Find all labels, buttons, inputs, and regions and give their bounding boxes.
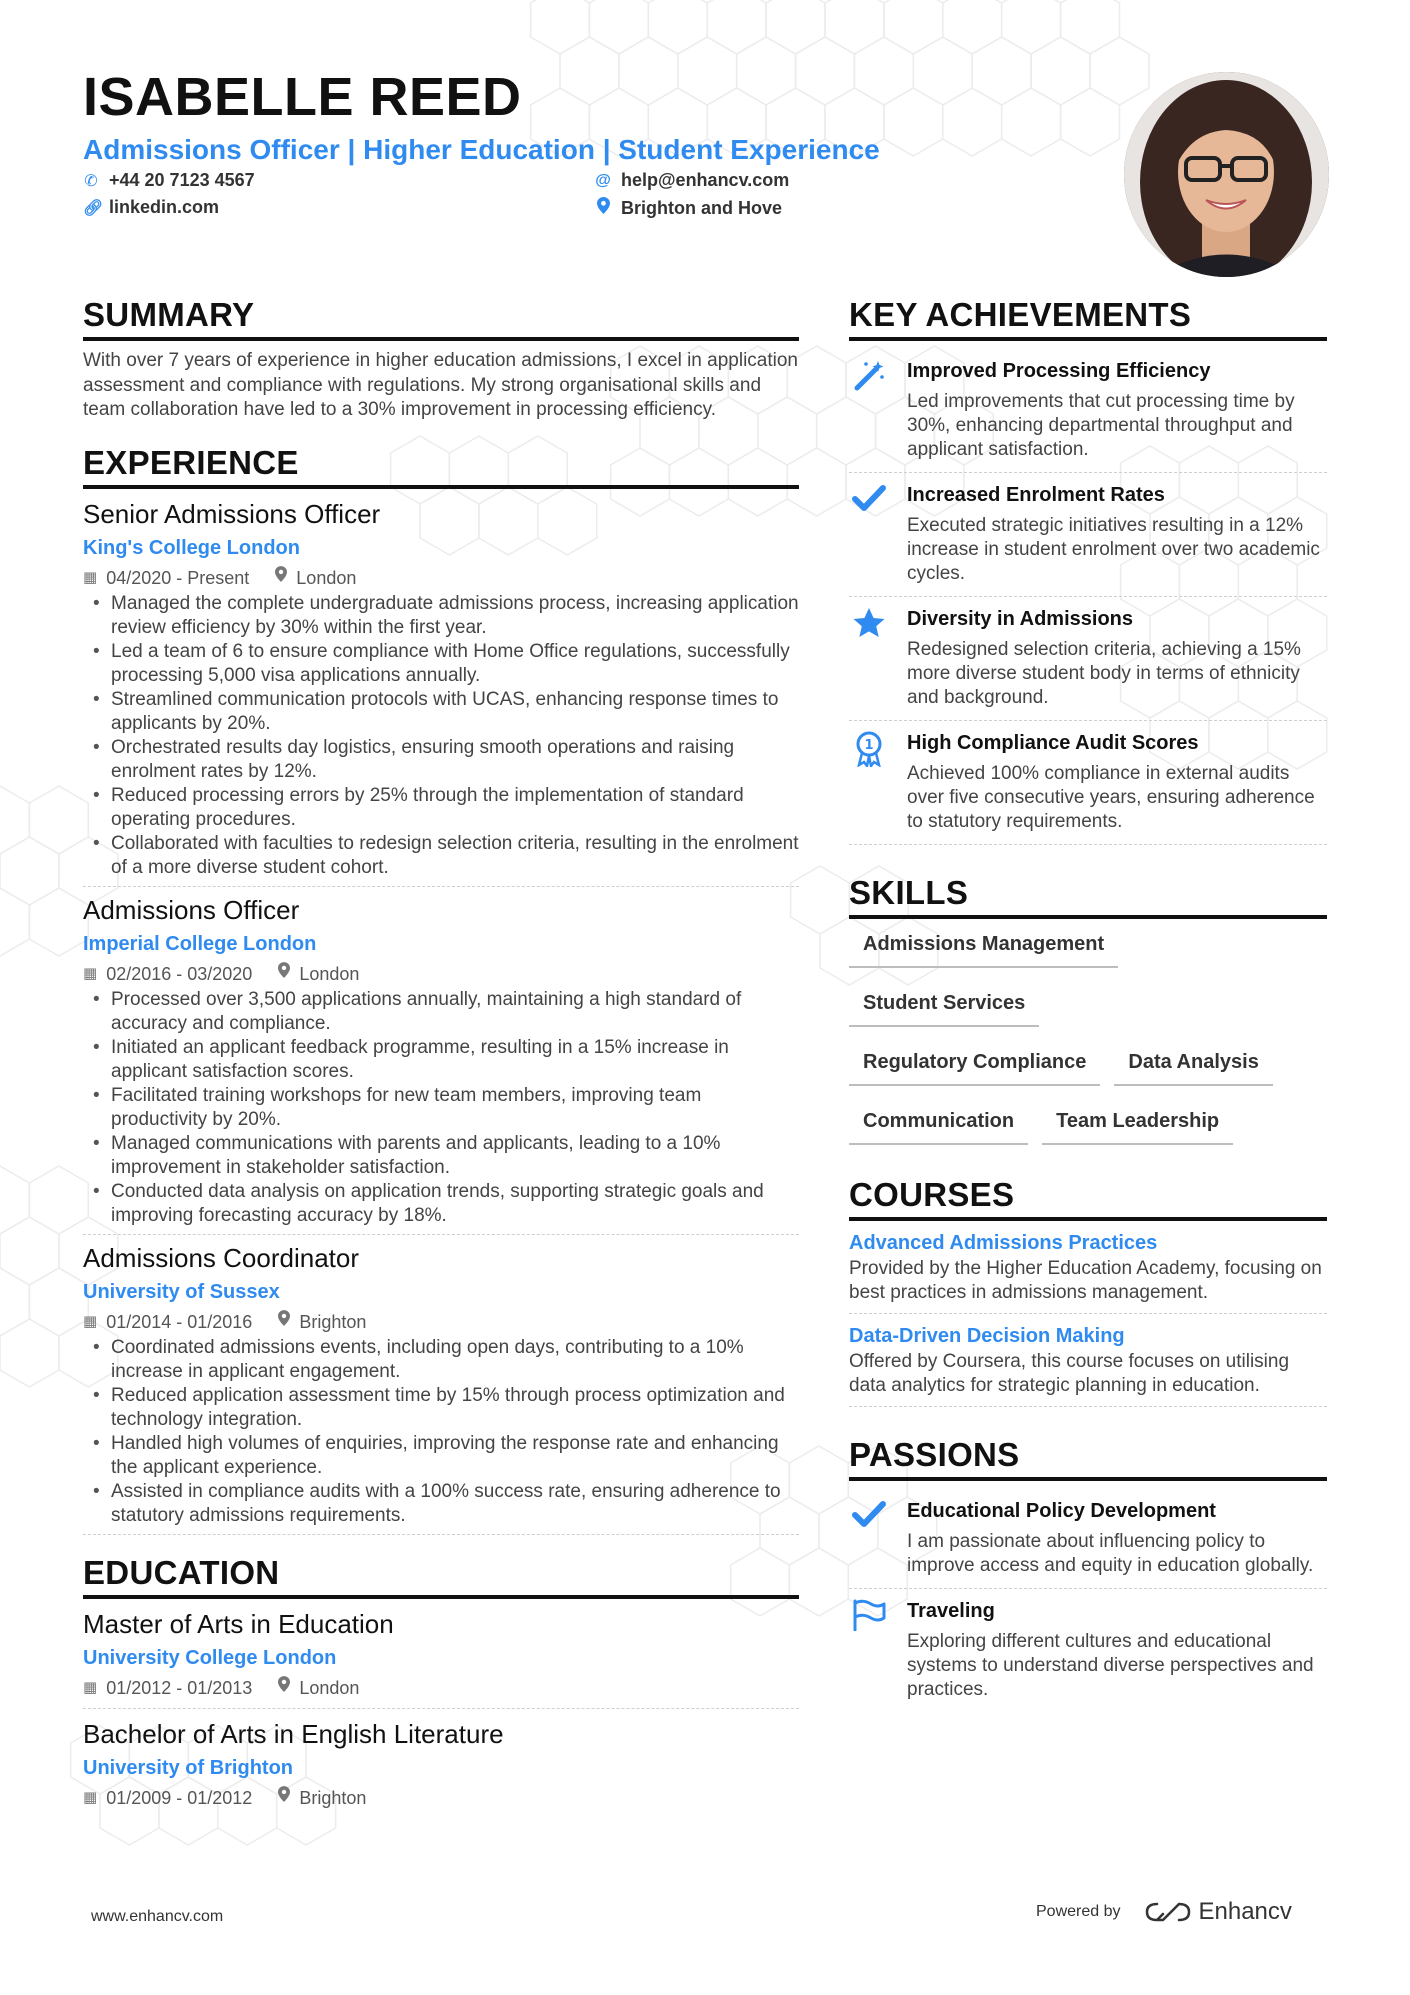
job-location: London — [299, 963, 360, 984]
calendar-icon: ▦ — [83, 1312, 98, 1330]
candidate-name: ISABELLE REED — [83, 67, 522, 127]
job-bullet: • Facilitated training workshops for new team members, improving team productivity by 20%. — [83, 1084, 799, 1132]
achievement-desc: Redesigned selection criteria, achieving a 15% more diverse student body in terms of ethnicity and background. — [907, 639, 1301, 708]
summary-text: With over 7 years of experience in higher education admissions, I excel in application assessment and compliance with regulations. My strong organisational skills and team collaboration have led to a 30% improvement in processing efficiency. — [83, 350, 798, 420]
job-bullet: • Reduced processing errors by 25% through the implementation of standard operating procedures. — [83, 784, 799, 832]
achievement-item — [849, 349, 1327, 473]
achievement-title: Diversity in Admissions — [907, 608, 1133, 630]
location-pin-icon — [278, 961, 290, 987]
job-title: Admissions Officer — [83, 894, 300, 925]
job-bullet: • Processed over 3,500 applications annually, maintaining a high standard of accuracy and compliance. — [83, 988, 799, 1036]
calendar-icon: ▦ — [83, 1678, 98, 1696]
job-dates: 01/2014 - 01/2016 — [106, 1311, 253, 1332]
calendar-icon: ▦ — [83, 1788, 98, 1806]
checkmark-icon — [849, 1497, 889, 1578]
company-name: University of Sussex — [83, 1280, 280, 1303]
job-dates: 04/2020 - Present — [106, 567, 250, 588]
achievement-title: High Compliance Audit Scores — [907, 732, 1199, 754]
achievement-title: Increased Enrolment Rates — [907, 484, 1165, 506]
education-meta — [83, 1675, 799, 1701]
job-meta — [83, 961, 799, 987]
job-bullet: • Managed communications with parents and applicants, leading to a 10% improvement in stakeholder satisfaction. — [83, 1132, 799, 1180]
job-bullet: • Initiated an applicant feedback programme, resulting in a 15% increase in applicant satisfaction scores. — [83, 1036, 799, 1084]
email-contact — [595, 170, 789, 191]
job-dates: 02/2016 - 03/2020 — [106, 963, 253, 984]
brand-logo[interactable] — [1145, 1898, 1292, 1926]
achievement-desc: Achieved 100% compliance in external audits over five consecutive years, ensuring adherence to statutory requirements. — [907, 763, 1315, 832]
achievement-desc: Executed strategic initiatives resulting in a 12% increase in student enrolment over two academic cycles. — [907, 515, 1320, 584]
passion-title: Educational Policy Development — [907, 1500, 1216, 1522]
job-bullet: • Reduced application assessment time by 15% through process optimization and technology integration. — [83, 1384, 799, 1432]
experience-heading: EXPERIENCE — [83, 443, 799, 489]
job-bullet: • Led a team of 6 to ensure compliance with Home Office regulations, successfully processing 5,000 visa applications annually. — [83, 640, 799, 688]
award-badge-icon — [849, 729, 889, 834]
skill-tag: Team Leadership — [1042, 1106, 1233, 1145]
course-title: Data-Driven Decision Making — [849, 1325, 1125, 1347]
job-meta — [83, 565, 799, 591]
skill-tag: Student Services — [849, 988, 1039, 1027]
linkedin-text[interactable]: linkedin.com — [109, 197, 220, 217]
headline: Admissions Officer | Higher Education | Student Experience — [83, 134, 880, 165]
location-pin-icon — [278, 1675, 290, 1701]
degree-title: Master of Arts in Education — [83, 1608, 394, 1639]
calendar-icon: ▦ — [83, 964, 98, 982]
location-pin-icon — [595, 197, 611, 219]
calendar-icon: ▦ — [83, 568, 98, 586]
education-entry — [83, 1717, 799, 1818]
passion-item — [849, 1589, 1327, 1712]
job-bullet: • Orchestrated results day logistics, ensuring smooth operations and raising enrolment rates by 12%. — [83, 736, 799, 784]
company-name: King's College London — [83, 536, 300, 559]
footer-branding — [1036, 1898, 1292, 1926]
achievement-desc: Led improvements that cut processing time by 30%, enhancing departmental throughput and applicant satisfaction. — [907, 391, 1295, 460]
achievement-item — [849, 597, 1327, 721]
footer-website[interactable]: www.enhancv.com — [91, 1908, 224, 1925]
job-bullet: • Conducted data analysis on application trends, supporting strategic goals and improving forecasting accuracy by 18%. — [83, 1180, 799, 1228]
summary-heading: SUMMARY — [83, 295, 799, 341]
right-column — [849, 295, 1327, 1712]
achievement-title: Improved Processing Efficiency — [907, 360, 1211, 382]
school-name: University College London — [83, 1646, 337, 1669]
passion-title: Traveling — [907, 1600, 995, 1622]
at-icon: @ — [595, 171, 611, 189]
education-entry — [83, 1607, 799, 1709]
education-dates: 01/2009 - 01/2012 — [106, 1787, 253, 1808]
skill-tag: Communication — [849, 1106, 1028, 1145]
course-desc: Offered by Coursera, this course focuses on utilising data analytics for strategic planning in education. — [849, 1351, 1290, 1396]
job-location: Brighton — [299, 1311, 367, 1332]
job-bullet: • Handled high volumes of enquiries, improving the response rate and enhancing the applicant experience. — [83, 1432, 799, 1480]
skill-tag: Regulatory Compliance — [849, 1047, 1100, 1086]
job-bullet: • Assisted in compliance audits with a 100% success rate, ensuring adherence to statutory admissions requirements. — [83, 1480, 799, 1528]
phone-text[interactable]: +44 20 7123 4567 — [109, 170, 255, 190]
education-meta — [83, 1785, 799, 1811]
flag-icon — [849, 1597, 889, 1702]
education-location: Brighton — [299, 1787, 367, 1808]
job-location: London — [296, 567, 357, 588]
skills-heading: SKILLS — [849, 873, 1327, 919]
powered-by-label: Powered by — [1036, 1903, 1121, 1920]
job-meta — [83, 1309, 799, 1335]
skill-tag: Data Analysis — [1114, 1047, 1272, 1086]
skill-tag: Admissions Management — [849, 929, 1118, 968]
profile-photo — [1124, 72, 1329, 277]
linkedin-contact — [83, 197, 219, 218]
svg-text:1: 1 — [864, 738, 874, 753]
education-location: London — [299, 1677, 360, 1698]
experience-entry — [83, 497, 799, 887]
skills-list — [849, 929, 1327, 1145]
education-heading: EDUCATION — [83, 1553, 799, 1599]
school-name: University of Brighton — [83, 1756, 294, 1779]
checkmark-icon — [849, 481, 889, 586]
passion-desc: Exploring different cultures and educational systems to understand diverse perspectives and practices. — [907, 1631, 1314, 1700]
location-pin-icon — [278, 1309, 290, 1335]
courses-heading: COURSES — [849, 1175, 1327, 1221]
achievement-item — [849, 721, 1327, 845]
achievement-item — [849, 473, 1327, 597]
job-bullet: • Streamlined communication protocols with UCAS, enhancing response times to applicants by 20%. — [83, 688, 799, 736]
location-pin-icon — [275, 565, 287, 591]
course-title: Advanced Admissions Practices — [849, 1232, 1158, 1254]
location-pin-icon — [278, 1785, 290, 1811]
experience-entry — [83, 1241, 799, 1535]
job-title: Senior Admissions Officer — [83, 498, 381, 529]
left-column — [83, 295, 799, 1826]
job-bullets — [83, 592, 799, 880]
course-item — [849, 1322, 1327, 1407]
course-item — [849, 1229, 1327, 1314]
achievements-heading: KEY ACHIEVEMENTS — [849, 295, 1327, 341]
phone-contact — [83, 170, 255, 191]
job-bullets — [83, 1336, 799, 1528]
passion-desc: I am passionate about influencing policy to improve access and equity in education globally. — [907, 1531, 1314, 1576]
link-icon: 🔗︎ — [83, 199, 104, 217]
star-icon — [849, 605, 889, 710]
job-bullet: • Managed the complete undergraduate admissions process, increasing application review efficiency by 30% within the first year. — [83, 592, 799, 640]
passions-heading: PASSIONS — [849, 1435, 1327, 1481]
magic-wand-icon — [849, 357, 889, 462]
job-bullet: • Coordinated admissions events, including open days, contributing to a 10% increase in applicant engagement. — [83, 1336, 799, 1384]
company-name: Imperial College London — [83, 932, 317, 955]
degree-title: Bachelor of Arts in English Literature — [83, 1718, 504, 1749]
email-text[interactable]: help@enhancv.com — [621, 170, 790, 190]
enhancv-logo-icon — [1145, 1900, 1191, 1924]
location-text: Brighton and Hove — [621, 197, 782, 218]
brand-name: Enhancv — [1198, 1898, 1292, 1925]
location-contact — [595, 197, 782, 219]
phone-icon: ✆ — [84, 172, 98, 190]
education-dates: 01/2012 - 01/2013 — [106, 1677, 253, 1698]
passion-item — [849, 1489, 1327, 1589]
experience-entry — [83, 893, 799, 1235]
course-desc: Provided by the Higher Education Academy, focusing on best practices in admissions management. — [849, 1258, 1322, 1303]
job-bullet: • Collaborated with faculties to redesign selection criteria, resulting in the enrolment of a more diverse student cohort. — [83, 832, 799, 880]
job-bullets — [83, 988, 799, 1228]
job-title: Admissions Coordinator — [83, 1242, 360, 1273]
